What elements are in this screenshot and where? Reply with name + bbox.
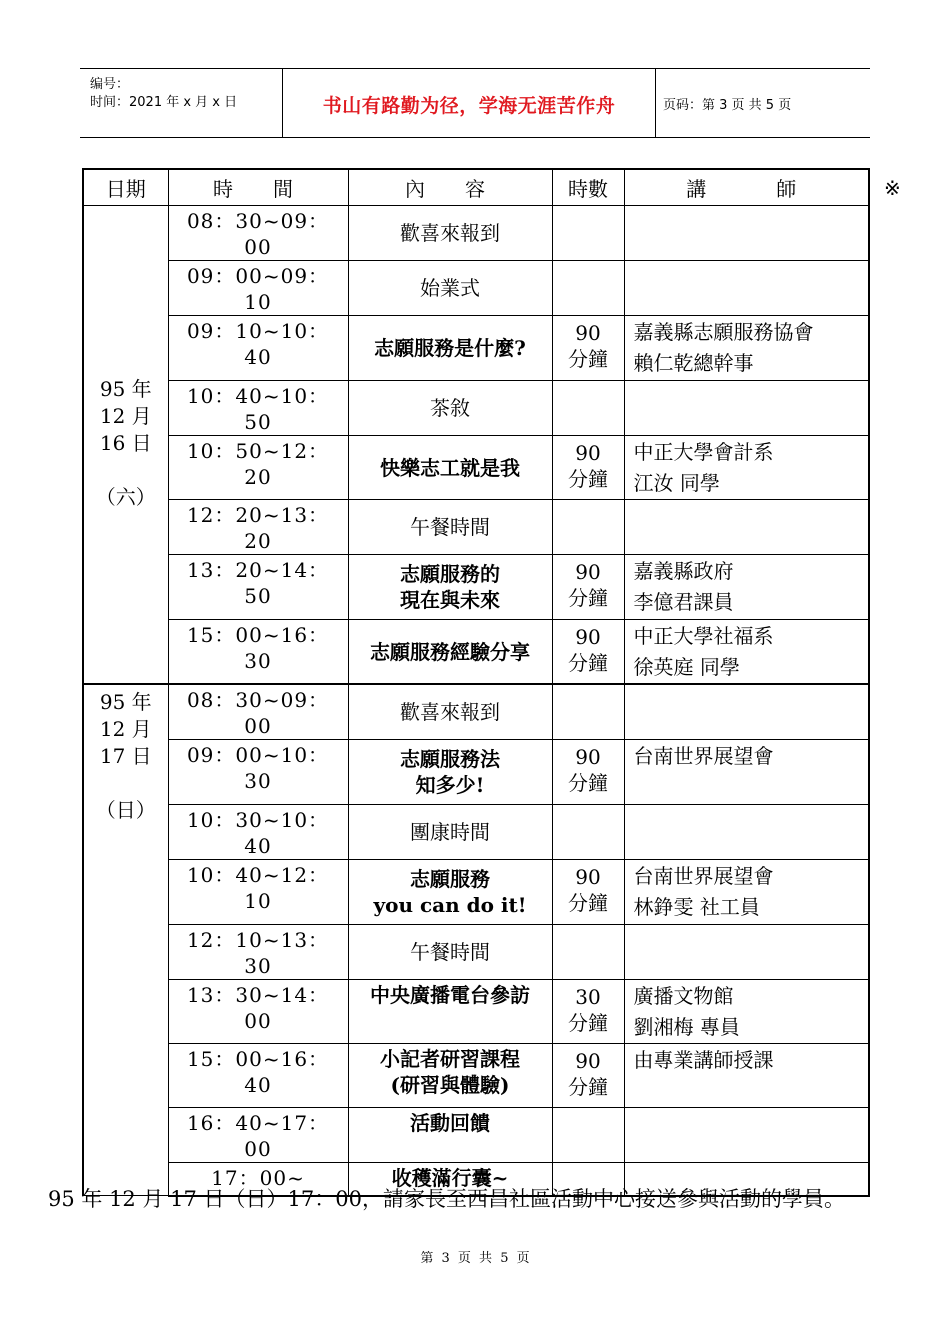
- content-line: 快樂志工就是我: [380, 455, 520, 480]
- content-cell: [348, 206, 552, 261]
- time-cell: [168, 980, 348, 1044]
- hours-line: 分鐘: [568, 1011, 608, 1035]
- content-line: (研習與體驗): [390, 1073, 510, 1097]
- lecturer-cell: [624, 805, 869, 860]
- hours-cell: [552, 436, 624, 500]
- hours-cell: [552, 1108, 624, 1163]
- content-line: 茶敘: [430, 396, 470, 420]
- time-cell: [168, 436, 348, 500]
- col-header-date: 日期: [83, 169, 168, 206]
- hours-cell: [552, 925, 624, 980]
- time-cell: [168, 1108, 348, 1163]
- time-line: 40: [244, 345, 272, 369]
- hours-line: 分鐘: [568, 586, 608, 610]
- schedule-row: [83, 555, 869, 620]
- hours-line: 90: [575, 865, 601, 889]
- lecturer-cell: [624, 980, 869, 1044]
- schedule-row: [83, 1108, 869, 1163]
- content-line: 志願服務的: [400, 562, 500, 586]
- date-cell: [83, 684, 168, 1196]
- schedule-row: [83, 1044, 869, 1108]
- document-time-label: 时间：2021 年 x 月 x 日: [90, 95, 238, 110]
- time-cell: [168, 740, 348, 805]
- content-line: 志願服務: [410, 867, 490, 891]
- hours-cell: [552, 860, 624, 925]
- hours-line: 90: [575, 745, 601, 769]
- hours-cell: [552, 805, 624, 860]
- lecturer-line: 李億君課員: [633, 590, 734, 614]
- lecturer-line: 徐英庭 同學: [633, 655, 740, 679]
- time-line: 20: [244, 465, 272, 489]
- hours-cell: [552, 980, 624, 1044]
- time-cell: [168, 316, 348, 381]
- time-line: 50: [244, 584, 272, 608]
- date-line: 95 年: [99, 377, 152, 401]
- time-line: 08：30~09：: [186, 688, 330, 712]
- content-cell: [348, 620, 552, 685]
- header-meta: [80, 69, 282, 137]
- lecturer-cell: [624, 206, 869, 261]
- hours-line: 分鐘: [568, 467, 608, 491]
- lecturer-line: 嘉義縣政府: [633, 559, 734, 583]
- time-cell: [168, 1044, 348, 1108]
- col-header-time: 時 間: [168, 169, 348, 206]
- lecturer-line: 台南世界展望會: [633, 864, 774, 888]
- time-cell: [168, 206, 348, 261]
- content-cell: [348, 980, 552, 1044]
- schedule-row: [83, 316, 869, 381]
- hours-line: 90: [575, 625, 601, 649]
- time-cell: [168, 555, 348, 620]
- lecturer-line: 中正大學會計系: [633, 440, 774, 464]
- lecturer-cell: [624, 925, 869, 980]
- lecturer-cell: [624, 436, 869, 500]
- hours-line: 90: [575, 1049, 601, 1073]
- content-line: 小記者研習課程: [380, 1047, 520, 1071]
- time-cell: [168, 925, 348, 980]
- content-line: 歡喜來報到: [400, 221, 500, 245]
- time-line: 00: [244, 714, 272, 738]
- time-line: 10：40~10：: [186, 384, 330, 408]
- hours-line: 分鐘: [568, 347, 608, 371]
- content-line: 知多少!: [415, 773, 485, 797]
- content-line: 志願服務是什麼?: [374, 336, 526, 360]
- content-line: 活動回饋: [410, 1111, 490, 1135]
- time-line: 30: [244, 769, 272, 793]
- lecturer-cell: [624, 1108, 869, 1163]
- schedule-row: [83, 500, 869, 555]
- page-footer: 第 3 页 共 5 页: [420, 1251, 530, 1266]
- time-line: 30: [244, 954, 272, 978]
- schedule-row: [83, 684, 869, 740]
- hours-line: 分鐘: [568, 651, 608, 675]
- lecturer-cell: [624, 860, 869, 925]
- date-line: [84, 770, 168, 797]
- lecturer-cell: [624, 261, 869, 316]
- hours-line: 30: [575, 985, 601, 1009]
- time-line: 09：00~09：: [186, 264, 330, 288]
- lecturer-line: 江汝 同學: [633, 471, 720, 495]
- schedule-row: [83, 381, 869, 436]
- schedule-row: [83, 805, 869, 860]
- lecturer-cell: [624, 555, 869, 620]
- date-line: 95 年: [99, 690, 152, 714]
- time-line: 08：30~09：: [186, 209, 330, 233]
- date-cell: [83, 206, 168, 685]
- col-header-content: 內 容: [348, 169, 552, 206]
- schedule-row: [83, 261, 869, 316]
- lecturer-cell: [624, 620, 869, 685]
- time-line: 10: [244, 889, 272, 913]
- document-number-label: 编号：: [90, 77, 130, 92]
- time-line: 09：10~10：: [186, 319, 330, 343]
- corner-mark: ※: [884, 176, 901, 200]
- time-line: 12：10~13：: [186, 928, 330, 952]
- time-cell: [168, 805, 348, 860]
- content-cell: [348, 1108, 552, 1163]
- hours-line: 分鐘: [568, 1075, 608, 1099]
- time-cell: [168, 381, 348, 436]
- content-line: you can do it!: [373, 893, 527, 917]
- content-cell: [348, 316, 552, 381]
- time-line: 10：40~12：: [186, 863, 330, 887]
- content-line: 志願服務經驗分享: [370, 639, 530, 664]
- lecturer-cell: [624, 381, 869, 436]
- time-line: 12：20~13：: [186, 503, 330, 527]
- time-line: 10：30~10：: [186, 808, 330, 832]
- time-line: 30: [244, 649, 272, 673]
- lecturer-line: 林錚雯 社工員: [633, 895, 760, 919]
- lecturer-cell: [624, 740, 869, 805]
- lecturer-cell: [624, 1044, 869, 1108]
- col-header-hours: 時數: [552, 169, 624, 206]
- time-line: 15：00~16：: [186, 623, 330, 647]
- schedule-row: [83, 740, 869, 805]
- hours-cell: [552, 500, 624, 555]
- content-cell: [348, 860, 552, 925]
- content-cell: [348, 500, 552, 555]
- col-header-lecturer: 講 師: [624, 169, 869, 206]
- date-line: 16 日: [99, 431, 152, 455]
- content-cell: [348, 381, 552, 436]
- content-line: 中央廣播電台參訪: [370, 983, 530, 1007]
- schedule-row: [83, 206, 869, 261]
- hours-line: 90: [575, 441, 601, 465]
- time-line: 17：00~: [211, 1166, 305, 1190]
- date-line: （日）: [95, 798, 156, 822]
- hours-cell: [552, 206, 624, 261]
- time-line: 40: [244, 1073, 272, 1097]
- time-line: 40: [244, 834, 272, 858]
- date-line: （六）: [95, 485, 156, 509]
- time-line: 00: [244, 1009, 272, 1033]
- lecturer-line: 中正大學社福系: [633, 624, 774, 648]
- schedule-row: [83, 860, 869, 925]
- hours-cell: [552, 381, 624, 436]
- content-cell: [348, 805, 552, 860]
- time-line: 13：20~14：: [186, 558, 330, 582]
- time-cell: [168, 684, 348, 740]
- content-cell: [348, 740, 552, 805]
- date-line: 17 日: [99, 744, 152, 768]
- hours-line: 90: [575, 560, 601, 584]
- content-cell: [348, 925, 552, 980]
- time-line: 10：50~12：: [186, 439, 330, 463]
- page-header: [80, 68, 870, 138]
- time-cell: [168, 620, 348, 685]
- time-cell: [168, 500, 348, 555]
- content-line: 現在與未來: [400, 588, 500, 612]
- hours-cell: [552, 620, 624, 685]
- schedule-row: [83, 620, 869, 685]
- schedule-row: [83, 980, 869, 1044]
- content-line: 午餐時間: [410, 515, 490, 539]
- content-cell: [348, 1044, 552, 1108]
- content-line: 志願服務法: [400, 747, 500, 771]
- hours-cell: [552, 1044, 624, 1108]
- time-cell: [168, 261, 348, 316]
- schedule-row: [83, 925, 869, 980]
- time-line: 50: [244, 410, 272, 434]
- hours-line: 分鐘: [568, 771, 608, 795]
- time-line: 13：30~14：: [186, 983, 330, 1007]
- lecturer-cell: [624, 684, 869, 740]
- pickup-note: 95 年 12 月 17 日（日）17：00，請家長至西昌社區活動中心接送參與活動的學員。: [48, 1187, 845, 1211]
- lecturer-line: 劉湘梅 專員: [633, 1015, 740, 1039]
- motto-text: 书山有路勤为径，学海无涯苦作舟: [322, 95, 616, 117]
- content-cell: [348, 261, 552, 316]
- hours-cell: [552, 740, 624, 805]
- hours-cell: [552, 261, 624, 316]
- content-line: 歡喜來報到: [400, 700, 500, 724]
- date-line: 12 月: [99, 404, 152, 428]
- date-line: [84, 457, 168, 484]
- time-line: 15：00~16：: [186, 1047, 330, 1071]
- lecturer-cell: [624, 316, 869, 381]
- time-line: 16：40~17：: [186, 1111, 330, 1135]
- lecturer-line: 賴仁乾總幹事: [633, 351, 754, 375]
- schedule-table: [82, 168, 870, 1197]
- content-line: 始業式: [420, 276, 480, 300]
- content-cell: [348, 555, 552, 620]
- schedule-body: [83, 206, 869, 1196]
- hours-cell: [552, 316, 624, 381]
- time-line: 00: [244, 235, 272, 259]
- lecturer-cell: [624, 500, 869, 555]
- content-line: 團康時間: [410, 820, 490, 844]
- date-line: 12 月: [99, 717, 152, 741]
- lecturer-line: 嘉義縣志願服務協會: [633, 320, 814, 344]
- content-line: 收穫滿行囊~: [391, 1166, 509, 1190]
- content-cell: [348, 684, 552, 740]
- header-motto-cell: [282, 69, 656, 137]
- hours-cell: [552, 555, 624, 620]
- time-line: 10: [244, 290, 272, 314]
- hours-cell: [552, 684, 624, 740]
- hours-line: 90: [575, 321, 601, 345]
- page-number-label: 页码：第 3 页 共 5 页: [663, 98, 792, 113]
- schedule-row: [83, 436, 869, 500]
- lecturer-line: 由專業講師授課: [633, 1048, 774, 1072]
- table-header-row: [83, 169, 869, 206]
- header-page-cell: [655, 69, 870, 137]
- lecturer-line: 台南世界展望會: [633, 744, 774, 768]
- lecturer-line: 廣播文物館: [633, 984, 734, 1008]
- content-line: 午餐時間: [410, 940, 490, 964]
- time-line: 20: [244, 529, 272, 553]
- content-cell: [348, 436, 552, 500]
- time-line: 00: [244, 1137, 272, 1161]
- time-cell: [168, 860, 348, 925]
- hours-line: 分鐘: [568, 891, 608, 915]
- time-line: 09：00~10：: [186, 743, 330, 767]
